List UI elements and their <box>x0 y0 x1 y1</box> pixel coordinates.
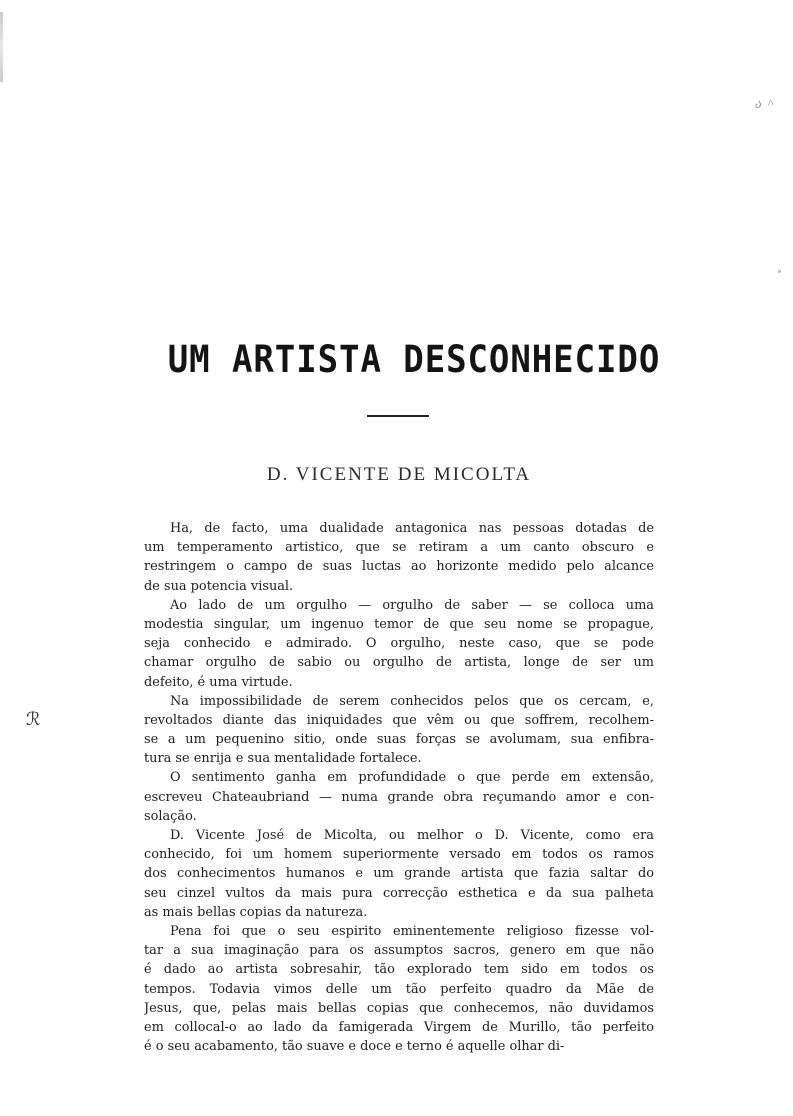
text-line: Na impossibilidade de serem conhecidos pelos que os cercam, e, <box>170 693 654 709</box>
text-line: de sua potencia visual. <box>144 578 294 594</box>
text-line: defeito, é uma virtude. <box>144 674 293 690</box>
page-edge-shadow <box>0 12 3 82</box>
text-line: conhecido, foi um homem superiormente versado em todos os ramos <box>144 847 654 863</box>
speck <box>778 270 781 273</box>
paragraph-4 <box>144 768 654 826</box>
text-line: revoltados diante das iniquidades que vêm ou que soffrem, recolhem- <box>144 712 654 728</box>
text-line: tura se enrija e sua mentalidade fortalece. <box>144 751 422 767</box>
paragraph-6 <box>144 922 654 1056</box>
text-line: Pena foi que o seu espirito eminentemente religioso fizesse vol- <box>170 923 654 939</box>
text-line: um temperamento artistico, que se retiram a um canto obscuro e <box>144 540 654 556</box>
paragraph-2 <box>144 596 654 692</box>
margin-annotation: ℛ <box>26 709 41 729</box>
title-divider <box>367 415 429 417</box>
article-subtitle: D. VICENTE DE MICOLTA <box>266 464 532 485</box>
article-title: UM ARTISTA DESCONHECIDO <box>167 338 661 381</box>
text-line: dos conhecimentos humanos e um grande artista que fazia saltar do <box>144 866 654 882</box>
text-line: em collocal-o ao lado da famigerada Virgem de Murillo, tão perfeito <box>144 1019 654 1035</box>
text-line: seja conhecido e admirado. O orgulho, neste caso, que se pode <box>144 636 654 652</box>
text-line: as mais bellas copias da natureza. <box>144 904 368 920</box>
text-line: solação. <box>144 808 197 824</box>
text-line: é dado ao artista sobresahir, tão explorado tem sido em todos os <box>144 962 654 978</box>
paragraph-3 <box>144 692 654 769</box>
text-line: Jesus, que, pelas mais bellas copias que conhecemos, não duvidamos <box>144 1000 654 1016</box>
text-line: seu cinzel vultos da mais pura correcção esthetica e da sua palheta <box>144 885 654 901</box>
text-line: tar a sua imaginação para os assumptos sacros, genero em que não <box>144 943 654 959</box>
text-line: Ha, de facto, uma dualidade antagonica nas pessoas dotadas de <box>170 521 654 536</box>
text-line: é o seu acabamento, tão suave e doce e terno é aquelle olhar di- <box>144 1039 565 1055</box>
paragraph-5 <box>144 826 654 922</box>
page-corner-mark: ა ^ <box>755 96 774 111</box>
text-line: D. Vicente José de Micolta, ou melhor o D. Vicente, como era <box>170 828 654 843</box>
text-line: se a um pequenino sitio, onde suas forças se avolumam, sua enfibra- <box>144 732 654 748</box>
article-body <box>144 519 654 1056</box>
text-line: modestia singular, um ingenuo temor de que seu nome se propague, <box>144 616 654 632</box>
text-line: O sentimento ganha em profundidade o que perde em extensão, <box>170 770 654 786</box>
text-line: restringem o campo de suas luctas ao horizonte medido pelo alcance <box>144 559 654 575</box>
text-line: escreveu Chateaubriand — numa grande obra reçumando amor e con- <box>144 789 654 805</box>
paragraph-1 <box>144 519 654 596</box>
text-line: tempos. Todavia vimos delle um tão perfeito quadro da Mãe de <box>144 981 654 997</box>
text-line: chamar orgulho de sabio ou orgulho de artista, longe de ser um <box>144 655 654 671</box>
text-line: Ao lado de um orgulho — orgulho de saber — se colloca uma <box>170 597 654 613</box>
